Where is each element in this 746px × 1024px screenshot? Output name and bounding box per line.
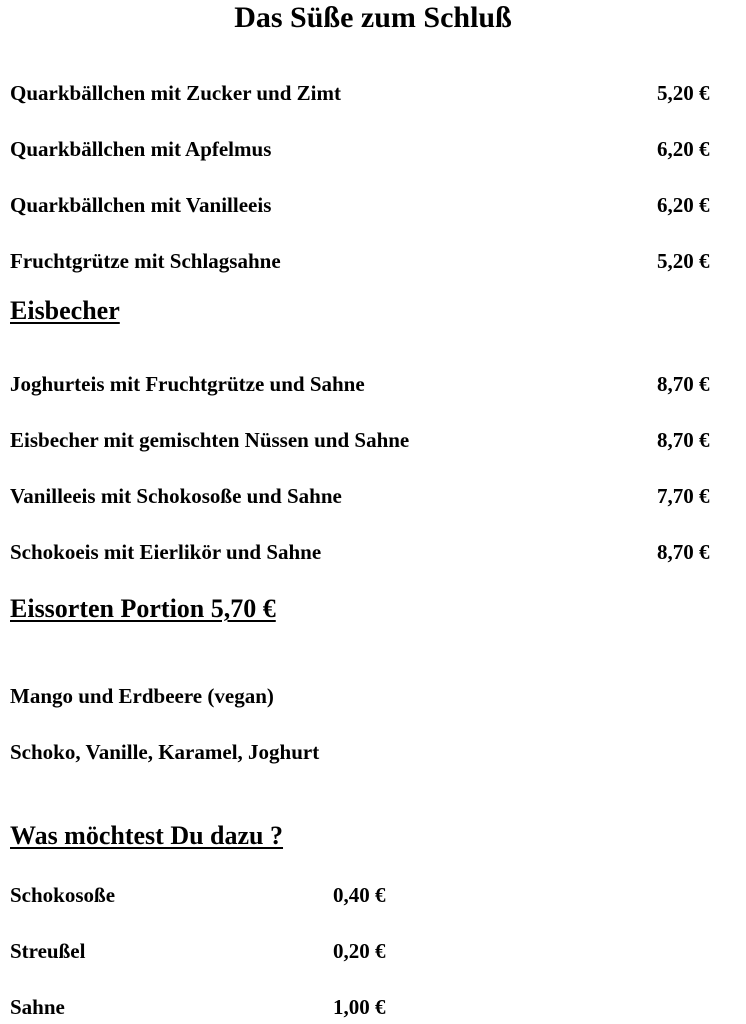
page-title: Das Süße zum Schluß: [234, 1, 512, 34]
extra-item-row: [10, 938, 386, 964]
menu-item-row: [10, 427, 710, 453]
menu-item-price: 5,20 €: [657, 81, 710, 105]
extra-item-price: 0,20 €: [333, 939, 386, 963]
extra-item-price: 0,40 €: [333, 883, 386, 907]
section-heading-extras: Was möchtest Du dazu ?: [10, 821, 284, 850]
menu-item-price: 8,70 €: [657, 540, 710, 564]
flavor-line: Mango und Erdbeere (vegan): [10, 684, 274, 708]
menu-item-name: Quarkbällchen mit Apfelmus: [10, 137, 272, 161]
menu-item-price: 8,70 €: [657, 428, 710, 452]
menu-item-name: Eisbecher mit gemischten Nüssen und Sahne: [10, 428, 410, 452]
menu-item-row: [10, 136, 710, 162]
menu-item-name: Vanilleeis mit Schokosoße und Sahne: [10, 484, 342, 508]
menu-item-row: [10, 248, 710, 274]
menu-item-row: [10, 371, 710, 397]
extra-item-name: Schokosoße: [10, 883, 116, 907]
menu-item-row: [10, 192, 710, 218]
menu-item-row: [10, 539, 710, 565]
menu-item-price: 7,70 €: [657, 484, 710, 508]
extra-item-name: Streußel: [10, 939, 86, 963]
extra-item-row: [10, 994, 386, 1020]
menu-item-name: Schokoeis mit Eierlikör und Sahne: [10, 540, 322, 564]
extra-item-price: 1,00 €: [333, 995, 386, 1019]
flavor-line: Schoko, Vanille, Karamel, Joghurt: [10, 740, 320, 764]
menu-item-row: [10, 80, 710, 106]
section-heading-eisbecher: Eisbecher: [10, 296, 120, 325]
extra-item-row: [10, 882, 386, 908]
menu-item-name: Quarkbällchen mit Vanilleeis: [10, 193, 272, 217]
menu-item-name: Joghurteis mit Fruchtgrütze und Sahne: [10, 372, 365, 396]
menu-item-price: 8,70 €: [657, 372, 710, 396]
menu-item-price: 5,20 €: [657, 249, 710, 273]
menu-item-price: 6,20 €: [657, 193, 710, 217]
menu-item-name: Fruchtgrütze mit Schlagsahne: [10, 249, 281, 273]
menu-item-price: 6,20 €: [657, 137, 710, 161]
extra-item-name: Sahne: [10, 995, 65, 1019]
section-heading-eissorten: Eissorten Portion 5,70 €: [10, 594, 276, 623]
menu-item-name: Quarkbällchen mit Zucker und Zimt: [10, 81, 341, 105]
menu-item-row: [10, 483, 710, 509]
